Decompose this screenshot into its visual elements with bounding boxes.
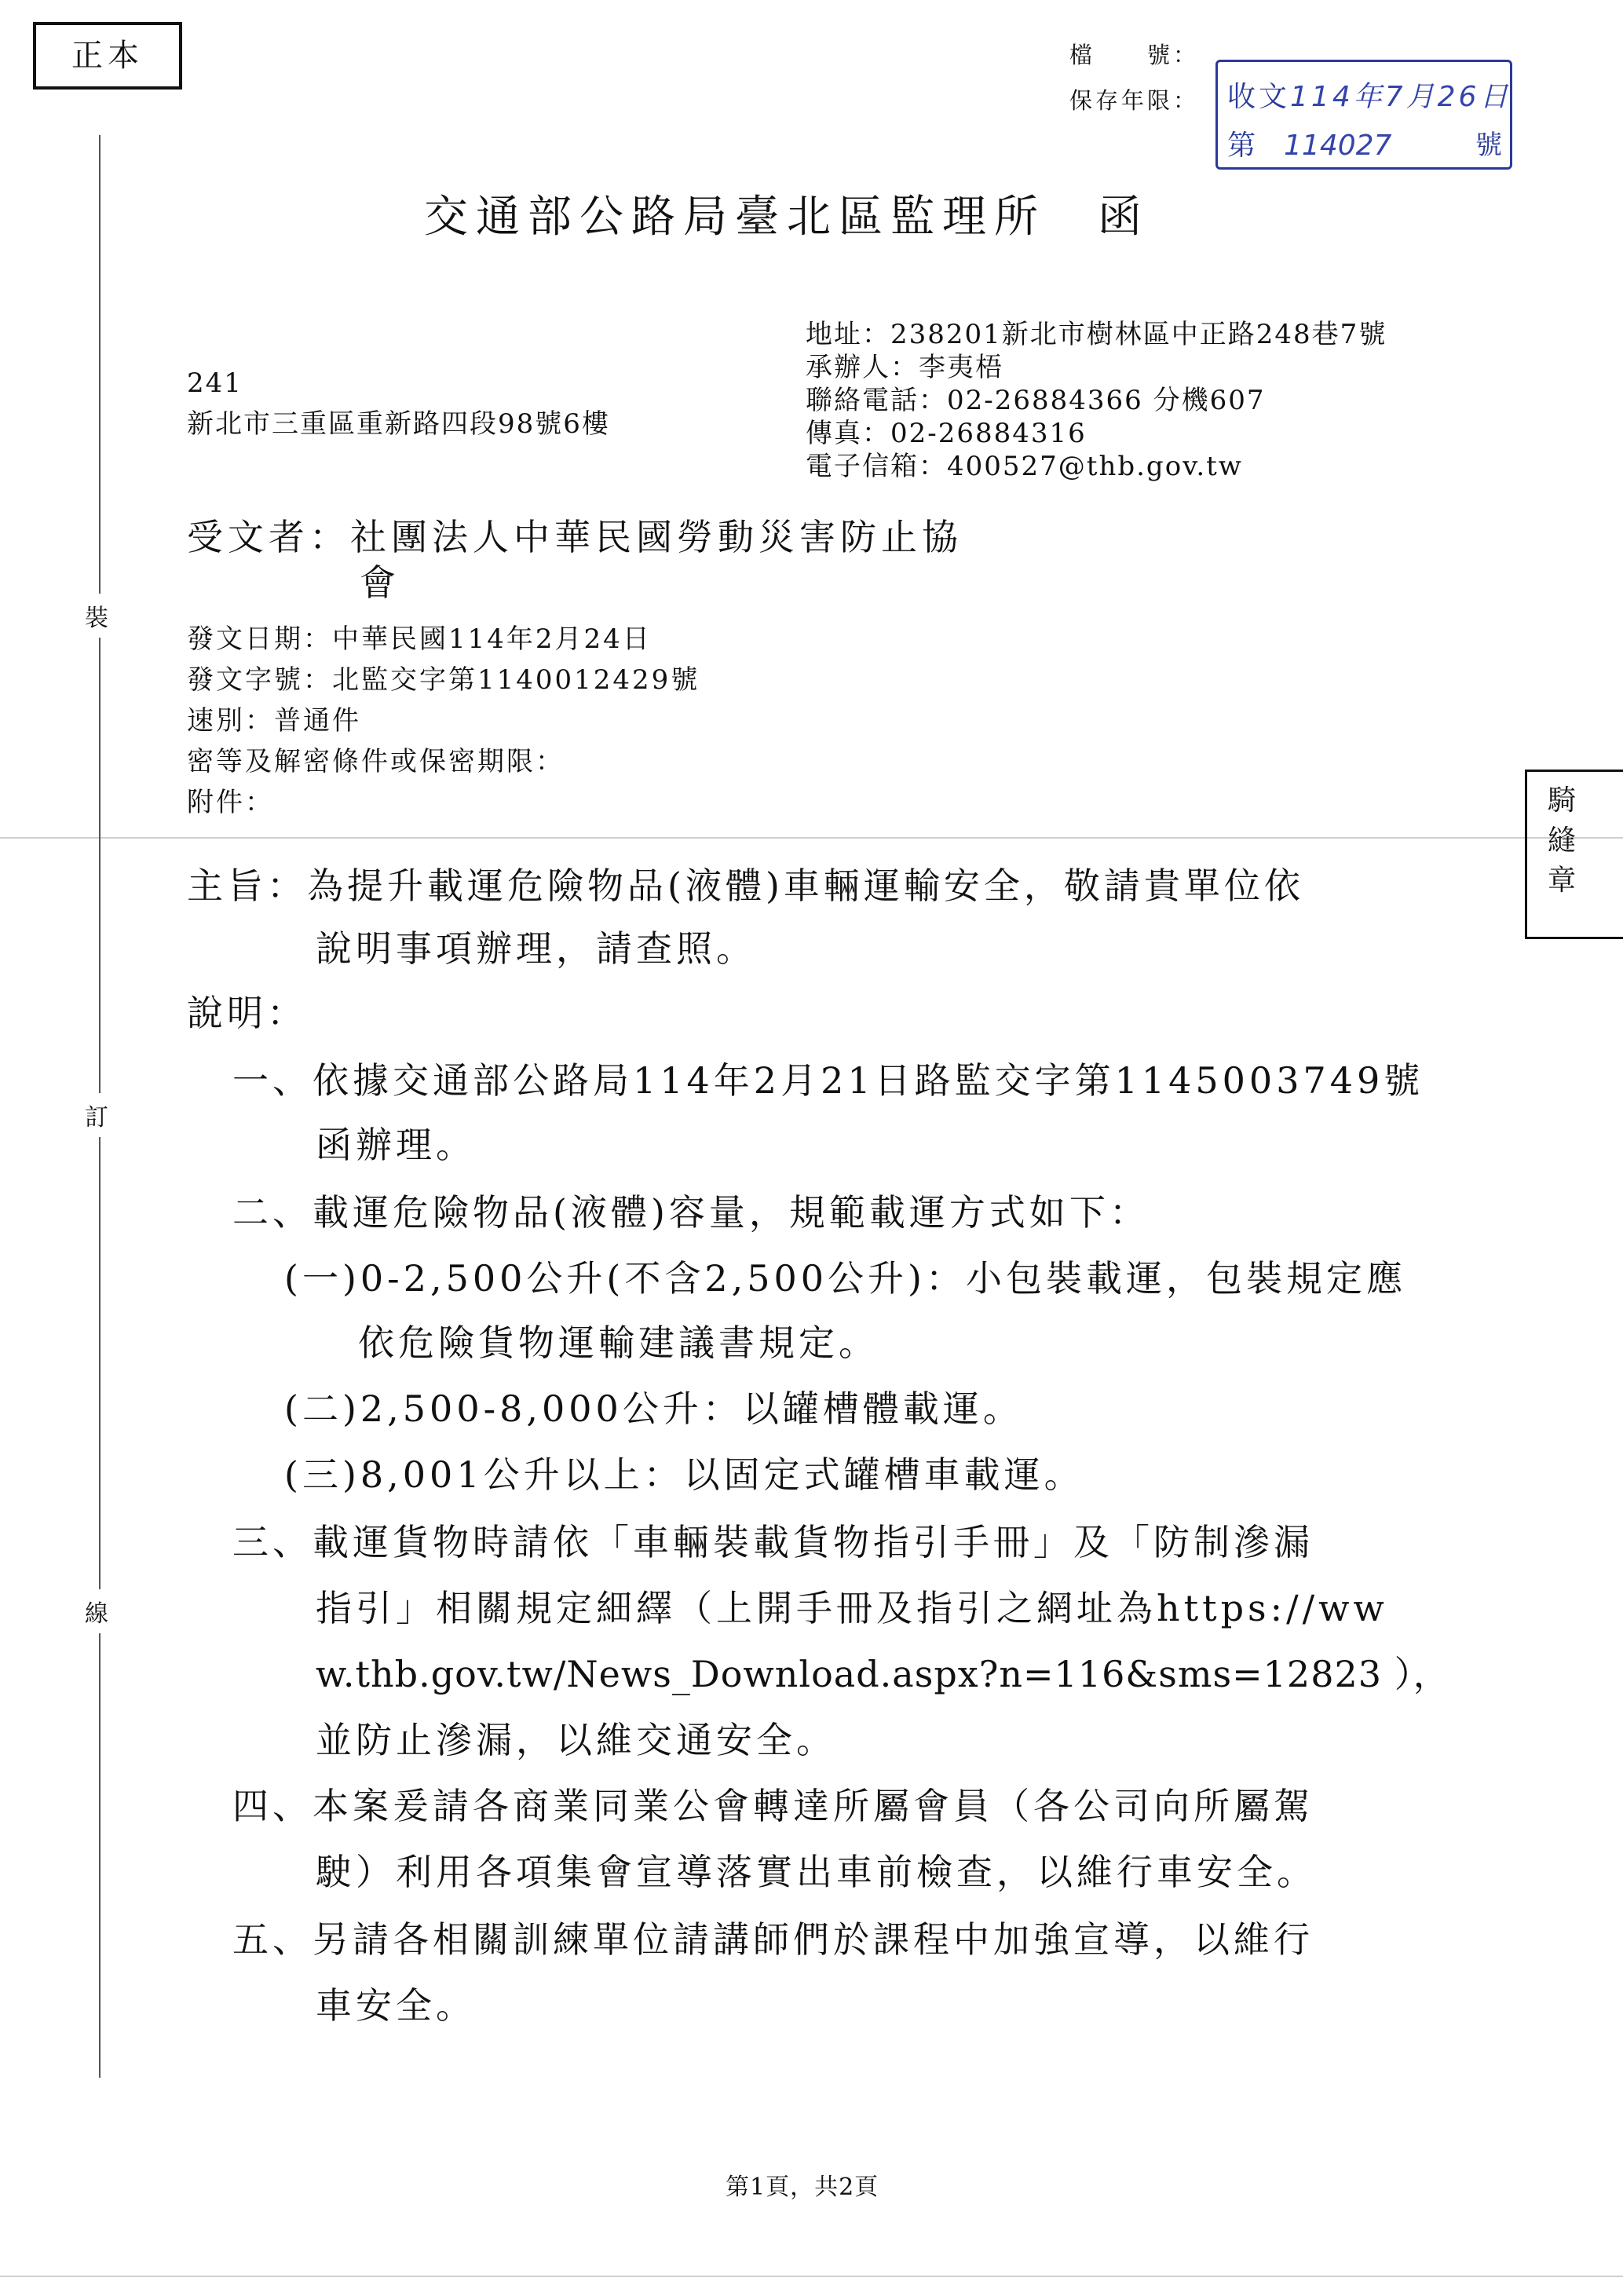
stamp-received-number: 114027 [1284,130,1392,162]
item-3-line-3: w.thb.gov.tw/News_Download.aspx?n=116&sms=12823 ）， [316,1653,1450,1695]
subject-line-1: 主旨：為提升載運危險物品(液體)車輛運輸安全，敬請貴單位依 [187,865,1304,907]
stamp-received-date: 114年7月26日 [1290,81,1512,113]
retention-period-label: 保存年限： [1069,87,1200,114]
document-title: 交通部公路局臺北區監理所 函 [424,192,1150,243]
item-4-line-1: 四、本案爰請各商業同業公會轉達所屬會員（各公司向所屬駕 [232,1785,1314,1827]
stamp-number-suffix: 號 [1475,130,1502,161]
received-stamp [1215,60,1512,170]
sender-fax: 傳真：02-26884316 [806,418,1087,449]
recipient-street-address: 新北市三重區重新路四段98號6樓 [187,408,610,440]
binding-mark-xian: 線 [85,1589,108,1633]
fold-line-top [0,837,1623,839]
stamp-number-prefix: 第 [1227,130,1256,162]
item-4-line-2: 駛）利用各項集會宣導落實出車前檢查，以維行車安全。 [316,1851,1317,1893]
cross-page-seal-tab [1525,770,1623,939]
recipient-line-1: 受文者：社團法人中華民國勞動災害防止協 [187,516,963,558]
file-number-label: 檔 號： [1069,42,1200,68]
item-3-line-1: 三、載運貨物時請依「車輛裝載貨物指引手冊」及「防制滲漏 [232,1521,1314,1563]
item-2-sub-2: (二)2,500-8,000公升：以罐槽體載運。 [284,1387,1023,1430]
item-2-sub-3: (三)8,001公升以上：以固定式罐槽車載運。 [284,1453,1084,1496]
recipient-line-2: 會 [360,561,396,604]
item-1-line-2: 函辦理。 [316,1124,476,1166]
item-2-line-1: 二、載運危險物品(液體)容量，規範載運方式如下： [232,1191,1150,1234]
binding-mark-ding: 訂 [85,1093,108,1137]
item-5-line-2: 車安全。 [316,1984,476,2027]
side-tab-char-3: 章 [1548,865,1577,897]
side-tab-char-1: 騎 [1548,784,1577,817]
item-5-line-1: 五、另請各相關訓練單位請講師們於課程中加強宣導，以維行 [232,1918,1314,1961]
sender-phone: 聯絡電話：02-26884366 分機607 [806,385,1266,416]
fold-line-bottom [0,2276,1623,2277]
subject-line-2: 說明事項辦理，請查照。 [316,927,756,970]
document-number: 發文字號：北監交字第1140012429號 [187,664,700,696]
item-3-line-2: 指引」相關規定細繹（上開手冊及指引之網址為https://ww [316,1587,1388,1629]
sender-address: 地址：238201新北市樹林區中正路248巷7號 [806,319,1387,350]
page-number: 第1頁，共2頁 [726,2174,879,2201]
stamp-received-prefix: 收文 [1227,81,1291,113]
confidentiality: 密等及解密條件或保密期限： [187,746,565,777]
recipient-postal-code: 241 [187,367,243,399]
explanation-heading: 說明： [187,992,307,1034]
issue-date: 發文日期：中華民國114年2月24日 [187,623,652,655]
item-2-sub-1-line-2: 依危險貨物運輸建議書規定。 [358,1322,879,1364]
item-3-line-4: 並防止滲漏，以維交通安全。 [316,1719,836,1761]
binding-mark-zhuang: 裝 [85,594,108,638]
attachments: 附件： [187,787,274,818]
item-2-sub-1-line-1: (一)0-2,500公升(不含2,500公升)：小包裝載運，包裝規定應 [284,1257,1406,1300]
side-tab-char-2: 縫 [1548,824,1577,857]
urgency: 速別：普通件 [187,705,361,737]
sender-email: 電子信箱：400527@thb.gov.tw [806,451,1243,482]
original-copy-label: 正本 [33,22,182,90]
item-1-line-1: 一、依據交通部公路局114年2月21日路監交字第1145003749號 [232,1059,1424,1102]
sender-contact-person: 承辦人：李夷梧 [806,352,1003,383]
